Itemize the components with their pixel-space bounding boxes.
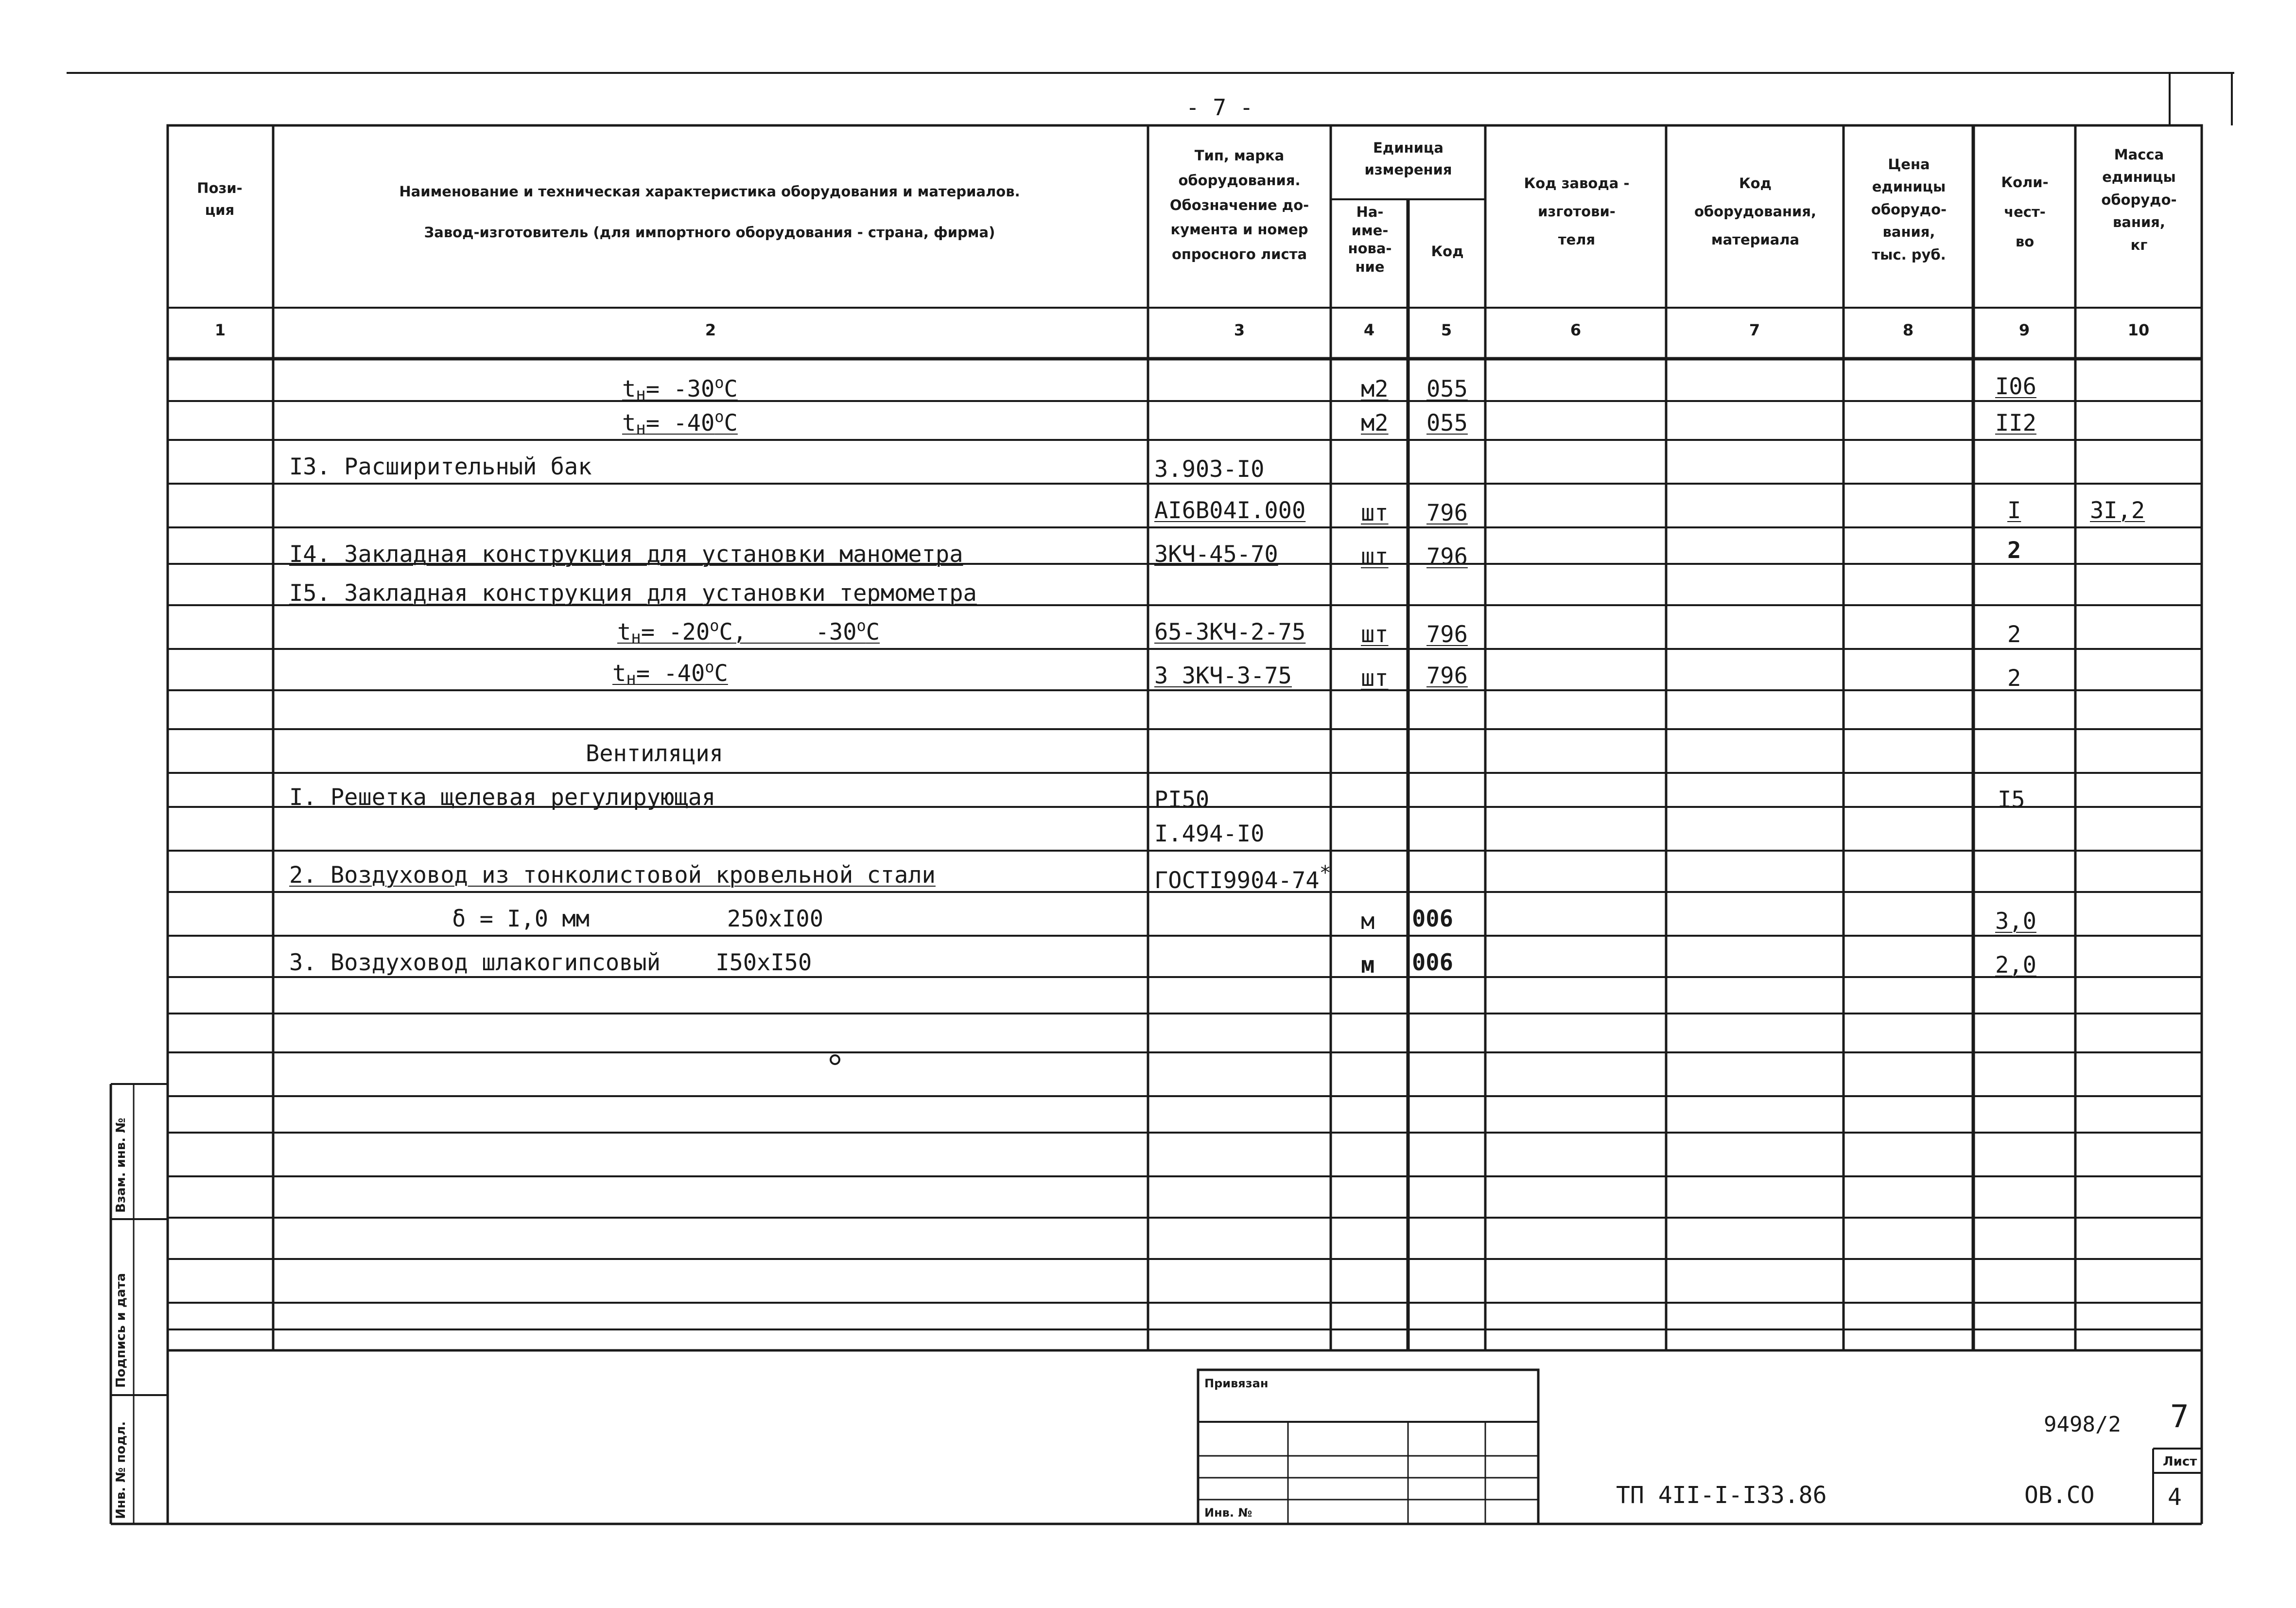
- row-t-minus-30-label: $tн= -30^оС$: [622, 373, 738, 404]
- header-price: Цена единицы оборудо- вания, тыс. руб.: [1871, 156, 1947, 263]
- row-t-minus-30-unit: м2: [1361, 376, 1389, 402]
- row-t-minus-20-30-label: $tн= -20^оС$, $-30^оС$: [617, 616, 880, 647]
- stamp-section-code: ОВ.СО: [2024, 1482, 2095, 1509]
- header-mass: Масса единицы оборудо- вания, кг: [2101, 146, 2177, 253]
- row-t-minus-40b-label: $tн= -40^оС$: [612, 658, 728, 688]
- section-ventilation-title: Вентиляция: [586, 740, 723, 767]
- row-item-15-name: I5. Закладная конструкция для установки термометра: [289, 580, 977, 607]
- row-t-minus-40-qty: II2: [1995, 410, 2036, 437]
- vent-item-2-dim-qty: 3,0: [1995, 908, 2036, 935]
- row-item-14-unit: шт: [1361, 543, 1389, 570]
- vent-item-1-name: I. Решетка щелевая регулирующая: [289, 784, 716, 811]
- row-item-13-doc-code: 796: [1426, 500, 1468, 526]
- header-quantity: Коли- чест- во: [2001, 174, 2049, 250]
- vent-item-2-dim-code: 006: [1412, 906, 1453, 932]
- vent-item-2-dim: δ = I,0 мм 250хI00: [452, 906, 824, 932]
- row-t-minus-40-label: $tн= -40^оС$: [622, 407, 738, 438]
- header-unit-group: Единица измерения: [1364, 140, 1452, 178]
- stamp-big-sheet: 7: [2170, 1399, 2189, 1435]
- header-equipment-code: Код оборудования, материала: [1694, 175, 1817, 248]
- row-t-minus-40-unit: м2: [1361, 410, 1389, 437]
- row-item-13-doc-qty: I: [2007, 497, 2021, 524]
- header-name: Наименование и техническая характеристика оборудования и материалов. Завод-изготовитель (для импортного оборудования - страна, фирма): [399, 183, 1020, 241]
- stamp-sheet-number: 4: [2168, 1484, 2182, 1511]
- row-t-minus-40b-code: 796: [1426, 663, 1468, 689]
- vent-item-2-name: 2. Воздуховод из тонколистовой кровельной стали: [289, 862, 936, 889]
- row-t-minus-40b-type: 3 3КЧ-3-75: [1154, 663, 1292, 689]
- vent-item-3-name: 3. Воздуховод шлакогипсовый I50хI50: [289, 949, 812, 976]
- row-item-13-doc-mass: 3I,2: [2090, 497, 2145, 524]
- header-unit-code: Код: [1431, 243, 1464, 260]
- vent-item-1-type: PI50: [1154, 787, 1210, 813]
- side-label-signature-date: Подпись и дата: [114, 1273, 128, 1388]
- row-item-13-doc-unit: шт: [1361, 500, 1389, 526]
- row-t-minus-30-qty: I06: [1995, 373, 2036, 400]
- row-item-13-doc-type: AI6B04I.000: [1154, 497, 1306, 524]
- page-number: - 7 -: [1186, 94, 1253, 121]
- vent-item-3-code: 006: [1412, 949, 1453, 976]
- row-t-minus-20-30-code: 796: [1426, 621, 1468, 648]
- row-t-minus-20-30-unit: шт: [1361, 621, 1389, 648]
- row-t-minus-40b-qty: 2: [2007, 665, 2021, 692]
- stamp-inv-no: Инв. №: [1204, 1506, 1252, 1520]
- side-label-replacement-inv: Взам. инв. №: [114, 1118, 128, 1213]
- stamp-doc-number: 9498/2: [2044, 1412, 2121, 1437]
- stamp-project-code: ТП 4II-I-I33.86: [1616, 1482, 1827, 1509]
- vent-item-3-unit: м: [1361, 952, 1375, 979]
- row-item-13-type: 3.903-I0: [1154, 456, 1265, 483]
- row-t-minus-40b-unit: шт: [1361, 665, 1389, 692]
- side-label-inv-no: Инв. № подл.: [114, 1421, 128, 1519]
- row-t-minus-40-code: 055: [1426, 410, 1468, 437]
- vent-item-1-doc-type: I.494-I0: [1154, 821, 1265, 847]
- row-item-14-code: 796: [1426, 543, 1468, 570]
- vent-item-2-type: ГОСТI9904-74*: [1154, 862, 1331, 894]
- row-t-minus-20-30-qty: 2: [2007, 621, 2021, 648]
- vent-item-2-dim-unit: м: [1361, 908, 1375, 935]
- header-type: Тип, марка оборудования. Обозначение до- кумента и номер опросного листа: [1169, 147, 1309, 262]
- stamp-sheet-label: Лист: [2163, 1454, 2197, 1469]
- vent-item-3-qty: 2,0: [1995, 952, 2036, 979]
- row-item-14-type: 3КЧ-45-70: [1154, 541, 1278, 568]
- row-item-14-qty: 2: [2007, 537, 2021, 564]
- row-t-minus-30-code: 055: [1426, 376, 1468, 402]
- header-position: Пози- ция: [197, 180, 243, 218]
- header-maker-code: Код завода - изготови- теля: [1524, 175, 1630, 248]
- row-item-14-name: I4. Закладная конструкция для установки манометра: [289, 541, 963, 568]
- row-t-minus-20-30-type: 65-3КЧ-2-75: [1154, 619, 1306, 646]
- vent-item-1-qty: I5: [1998, 787, 2025, 813]
- header-unit-name: На- име- нова- ние: [1348, 204, 1392, 276]
- row-item-13-name: I3. Расширительный бак: [289, 454, 592, 480]
- stamp-privyazan: Привязан: [1204, 1377, 1269, 1390]
